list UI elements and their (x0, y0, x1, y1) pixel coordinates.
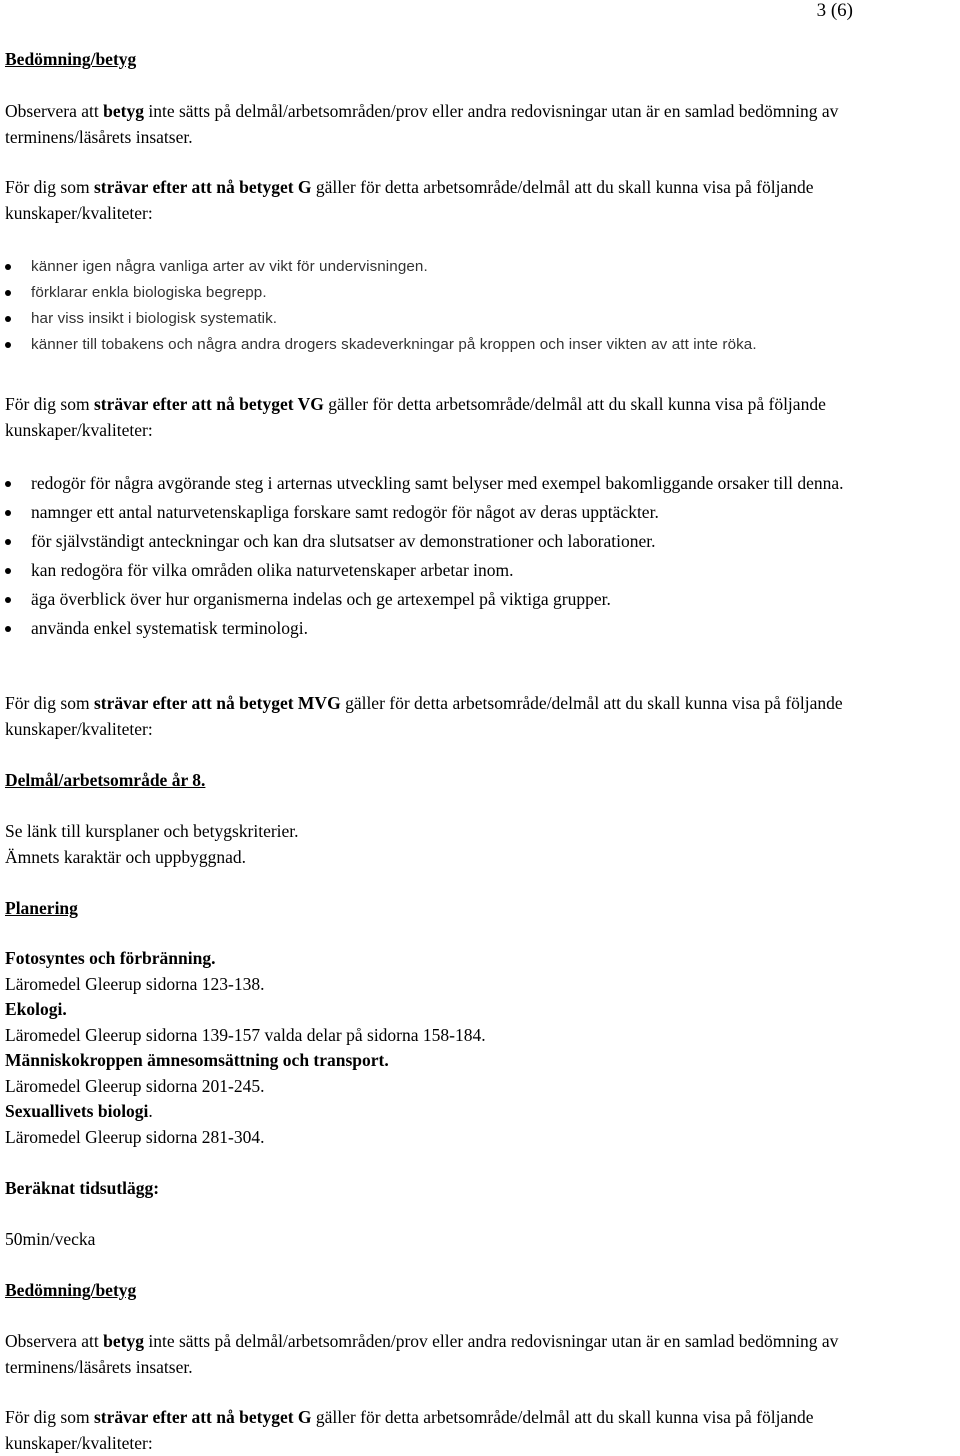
planering-item-title-tail: . (148, 1101, 153, 1121)
mvg-intro-pre: För dig som (5, 693, 94, 713)
planering-item-text: Läromedel Gleerup sidorna 201-245. (5, 1075, 265, 1096)
obs-bold: betyg (103, 101, 144, 121)
planering-item-title-row (5, 1099, 955, 1125)
g-criteria-list (5, 254, 955, 358)
vg-criteria-list (5, 471, 955, 641)
g-intro-bold: strävar efter att nå betyget G (93, 1407, 312, 1427)
kursplaner-link-text: Se länk till kursplaner och betygskriterier. (5, 821, 299, 841)
tidsutlagg-value: 50min/vecka (5, 1229, 96, 1249)
g-intro-post: gäller för detta arbetsområde/delmål att du skall kunna visa på följande kunskaper/kvaliteter: (5, 177, 814, 223)
obs-text-pre: Observera att (5, 101, 104, 121)
obs-text-post: inte sätts på delmål/arbetsområden/prov eller andra redovisningar utan är en samlad bedömning av terminens/läsårets insatser. (5, 1331, 839, 1377)
delmal-heading: Delmål/arbetsområde år 8. (5, 770, 206, 790)
tidsutlagg-heading: Beräknat tidsutlägg: (5, 1178, 160, 1198)
planering-item-text: Läromedel Gleerup sidorna 281-304. (5, 1126, 265, 1147)
obs-text-post: inte sätts på delmål/arbetsområden/prov eller andra redovisningar utan är en samlad bedömning av terminens/läsårets insatser. (5, 101, 839, 147)
planering-item-title: Fotosyntes och förbränning. (5, 948, 216, 968)
g-intro-post: gäller för detta arbetsområde/delmål att du skall kunna visa på följande kunskaper/kvaliteter: (5, 1407, 814, 1453)
planering-item-title: Ekologi. (5, 999, 67, 1019)
list-item: för självständigt anteckningar och kan dra slutsatser av demonstrationer och laborationer. (5, 529, 955, 554)
list-item: förklarar enkla biologiska begrepp. (5, 280, 955, 306)
obs-paragraph-2 (5, 1329, 955, 1380)
list-item: använda enkel systematisk terminologi. (5, 616, 955, 641)
vg-intro-post: gäller för detta arbetsområde/delmål att du skall kunna visa på följande kunskaper/kvaliteter: (5, 394, 826, 440)
mvg-intro-paragraph (5, 691, 955, 742)
g-intro-pre: För dig som (5, 177, 94, 197)
obs-bold: betyg (103, 1331, 144, 1351)
obs-text-pre: Observera att (5, 1331, 104, 1351)
g-intro-bold: strävar efter att nå betyget G (93, 177, 312, 197)
g-intro-paragraph (5, 175, 955, 226)
vg-intro-bold: strävar efter att nå betyget VG (93, 394, 324, 414)
list-item: kan redogöra för vilka områden olika naturvetenskaper arbetar inom. (5, 558, 955, 583)
list-item: redogör för några avgörande steg i arternas utveckling samt belyser med exempel bakomliggande orsaker till denna. (5, 471, 955, 496)
section-heading-bedomning-2: Bedömning/betyg (5, 1280, 137, 1300)
list-item: känner till tobakens och några andra drogers skadeverkningar på kroppen och inser vikten av att inte röka. (5, 332, 955, 358)
vg-intro-paragraph (5, 392, 955, 443)
g-intro-pre: För dig som (5, 1407, 94, 1427)
mvg-intro-bold: strävar efter att nå betyget MVG (93, 693, 341, 713)
planering-item-title: Sexuallivets biologi (5, 1101, 149, 1121)
list-item: äga överblick över hur organismerna indelas och ge artexempel på viktiga grupper. (5, 587, 955, 612)
vg-intro-pre: För dig som (5, 394, 94, 414)
obs-paragraph (5, 99, 955, 150)
planering-list (5, 946, 955, 1150)
list-item: har viss insikt i biologisk systematik. (5, 306, 955, 332)
g-intro-paragraph-2 (5, 1405, 955, 1456)
list-item: känner igen några vanliga arter av vikt för undervisningen. (5, 254, 955, 280)
planering-item-text: Läromedel Gleerup sidorna 123-138. (5, 973, 265, 994)
list-item: namnger ett antal naturvetenskapliga forskare samt redogör för något av deras upptäckter. (5, 500, 955, 525)
planering-item-title: Människokroppen ämnesomsättning och transport. (5, 1050, 389, 1070)
mvg-intro-post: gäller för detta arbetsområde/delmål att du skall kunna visa på följande kunskaper/kvaliteter: (5, 693, 843, 739)
page-number: 3 (6) (816, 0, 853, 21)
planering-heading: Planering (5, 898, 78, 918)
amnets-karaktar-text: Ämnets karaktär och uppbyggnad. (5, 847, 247, 867)
planering-item-text: Läromedel Gleerup sidorna 139-157 valda delar på sidorna 158-184. (5, 1024, 486, 1045)
section-heading-bedomning: Bedömning/betyg (5, 49, 137, 69)
